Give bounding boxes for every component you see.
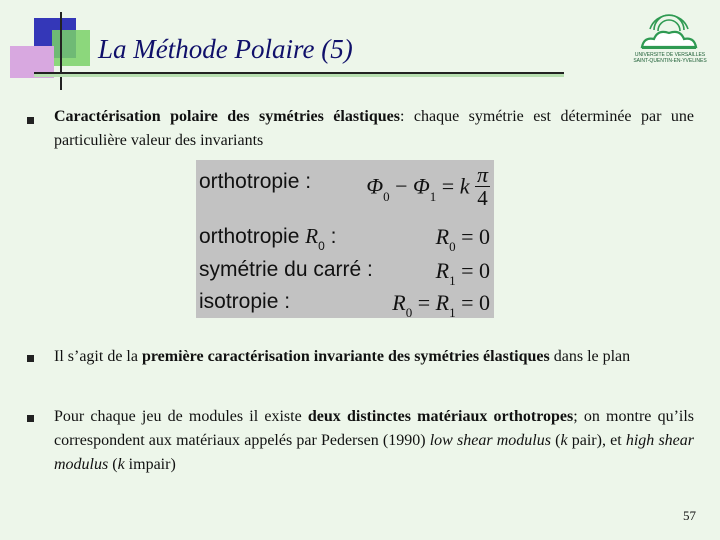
italic-phrase: high shear modulus bbox=[54, 432, 695, 473]
decor-green-square bbox=[52, 30, 90, 66]
logo-caption-line1: UNIVERSITE DE VERSAILLES bbox=[634, 52, 706, 58]
formula-expression bbox=[392, 290, 490, 320]
fraction bbox=[475, 164, 490, 209]
fraction-numerator: π bbox=[476, 162, 488, 187]
text-run: ( bbox=[550, 432, 561, 449]
operator: = bbox=[461, 258, 474, 283]
formula-row-carre bbox=[196, 254, 494, 288]
subscript: 0 bbox=[383, 188, 390, 204]
bullet-text-1 bbox=[54, 105, 694, 153]
formula-expression bbox=[366, 162, 490, 211]
operator: = bbox=[417, 290, 431, 315]
subscript: 1 bbox=[449, 305, 456, 320]
text-run: Il s’agit de la bbox=[54, 348, 142, 365]
value: 0 bbox=[479, 258, 490, 283]
formula-expression bbox=[435, 224, 490, 254]
var: Φ bbox=[366, 173, 384, 199]
formula-label: orthotropie : bbox=[199, 170, 312, 193]
var: R bbox=[305, 224, 319, 248]
bold-phrase: Caractérisation polaire des symétries élastiques bbox=[54, 108, 400, 125]
formula-row-isotropie bbox=[196, 286, 494, 320]
operator: = bbox=[461, 290, 474, 315]
formula-label: isotropie : bbox=[199, 290, 291, 313]
value: 0 bbox=[479, 290, 490, 315]
var: k bbox=[459, 173, 470, 199]
formula-row-orthotropie-r0 bbox=[196, 220, 494, 254]
subscript: 1 bbox=[449, 273, 456, 288]
text-run: pair), et bbox=[567, 432, 626, 449]
decor-vertical-line bbox=[60, 12, 62, 90]
formula-row-orthotropie bbox=[196, 162, 494, 210]
subscript: 0 bbox=[449, 239, 456, 254]
operator: − bbox=[395, 173, 408, 199]
var: R bbox=[435, 290, 450, 315]
subscript: 0 bbox=[318, 239, 325, 253]
formula-image bbox=[196, 160, 494, 318]
operator: = bbox=[441, 173, 455, 199]
var: R bbox=[392, 290, 406, 315]
value: 0 bbox=[479, 224, 490, 249]
operator: = bbox=[461, 224, 474, 249]
text-run: ( bbox=[108, 456, 118, 473]
bullet-marker bbox=[27, 355, 34, 362]
page-number: 57 bbox=[683, 508, 696, 523]
title-underline-shadow bbox=[34, 74, 564, 77]
label-text: orthotropie bbox=[199, 225, 306, 248]
subscript: 0 bbox=[405, 305, 413, 320]
label-colon: : bbox=[324, 225, 337, 248]
slide-title: La Méthode Polaire (5) bbox=[98, 34, 353, 64]
bullet-text-2 bbox=[54, 345, 694, 369]
bullet-text-3 bbox=[54, 405, 694, 477]
formula-label bbox=[199, 224, 337, 253]
italic-var: k bbox=[560, 432, 568, 449]
bold-phrase: première caractérisation invariante des symétries élastiques bbox=[141, 348, 550, 365]
logo-caption-line2: SAINT-QUENTIN-EN-YVELINES bbox=[633, 58, 707, 64]
formula-label: symétrie du carré : bbox=[199, 258, 373, 281]
formula-expression bbox=[435, 258, 490, 288]
bullet-marker bbox=[27, 117, 34, 124]
text-run: : chaque symétrie est déterminée par une particulière valeur des invariants bbox=[54, 108, 694, 149]
var: R bbox=[435, 258, 450, 283]
text-run: ; on montre qu’ils correspondent aux matériaux appelés par Pedersen (1990) bbox=[54, 408, 695, 449]
text-run: dans le plan bbox=[549, 348, 631, 365]
text-run: Pour chaque jeu de modules il existe bbox=[54, 408, 308, 425]
subscript: 1 bbox=[429, 188, 437, 204]
italic-phrase: low shear modulus bbox=[429, 432, 551, 449]
italic-var: k bbox=[117, 456, 125, 473]
fraction-denominator: 4 bbox=[477, 186, 488, 210]
var: Φ bbox=[413, 173, 430, 199]
bullet-marker bbox=[27, 415, 34, 422]
bold-phrase: deux distinctes matériaux orthotropes bbox=[307, 408, 574, 425]
text-run: impair) bbox=[124, 456, 176, 473]
var: R bbox=[435, 224, 450, 249]
